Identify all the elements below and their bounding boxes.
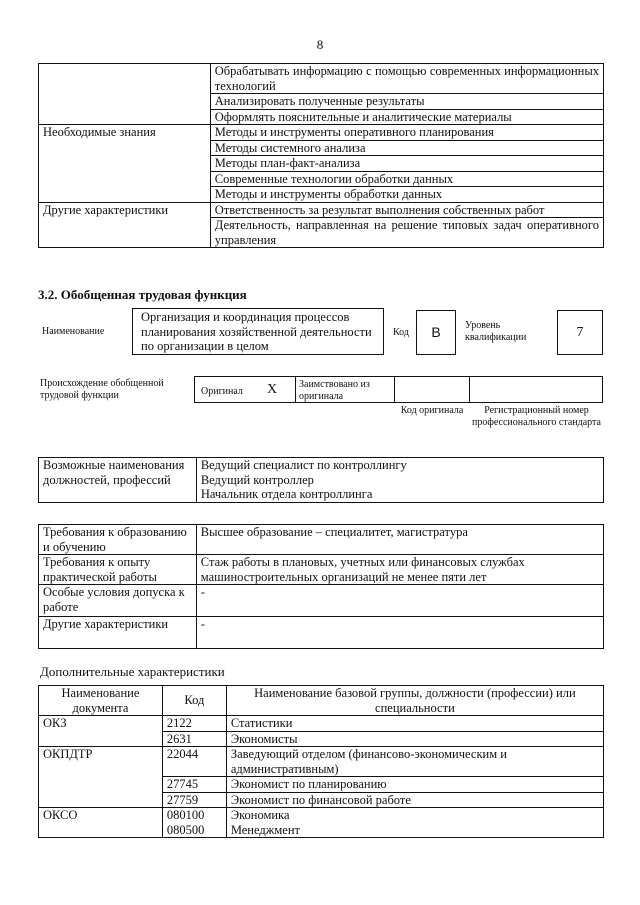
code-cell: 27745: [162, 777, 226, 793]
function-name: Организация и координация процессов планирования хозяйственной деятельности по организации в целом: [141, 310, 372, 353]
req-label: Особые условия допуска к работе: [39, 585, 197, 617]
table-row: [39, 617, 604, 649]
row-value: Обрабатывать информацию с помощью современных информационных технологий: [210, 64, 603, 94]
table-row: [39, 525, 604, 555]
row-value: Деятельность, направленная на решение типовых задач оперативного управления: [210, 218, 603, 248]
row-label: [39, 64, 211, 125]
name-line: Экономика: [230, 808, 290, 822]
original-label: Оригинал: [201, 386, 243, 397]
table-row: [39, 64, 604, 94]
doc-cell: ОКПДТР: [39, 747, 163, 808]
function-name-box: [132, 308, 384, 355]
code-label: Код: [393, 327, 409, 338]
table-row: [39, 458, 604, 503]
row-value: Ответственность за результат выполнения собственных работ: [210, 202, 603, 218]
table-row: [39, 125, 604, 141]
req-label: Требования к опыту практической работы: [39, 555, 197, 585]
table-row: [39, 202, 604, 218]
positions-label: Возможные наименования должностей, профессий: [39, 458, 197, 503]
col-header: Наименование базовой группы, должности (профессии) или специальности: [226, 686, 603, 716]
row-value: Методы и инструменты обработки данных: [210, 187, 603, 203]
name-line: Менеджмент: [230, 822, 300, 837]
positions-values: [196, 458, 603, 503]
code-cell: 22044: [162, 747, 226, 777]
divider: [394, 377, 395, 402]
col-header: Наименование документа: [39, 686, 163, 716]
code-line: 080500: [166, 822, 205, 837]
col-header: Код: [162, 686, 226, 716]
name-cell: Статистики: [226, 716, 603, 732]
code-box: [416, 310, 456, 355]
doc-cell: ОКСО: [39, 808, 163, 838]
row-value: Методы план-факт-анализа: [210, 156, 603, 172]
page-number: 8: [316, 37, 324, 52]
row-label: Необходимые знания: [39, 125, 211, 203]
code-line: 080100: [166, 808, 205, 822]
req-label: Другие характеристики: [39, 617, 197, 649]
section-title: 3.2. Обобщенная трудовая функция: [38, 287, 247, 302]
requirements-table: [38, 524, 604, 649]
level-label: Уровень квалификации: [465, 320, 527, 343]
code-value: B: [431, 324, 441, 340]
origin-boxes: [194, 376, 603, 403]
req-value: Стаж работы в плановых, учетных или финансовых службах машиностроительных организаций не менее пяти лет: [196, 555, 603, 585]
table-row: [39, 808, 604, 838]
name-cell: Экономисты: [226, 731, 603, 747]
divider: [469, 377, 470, 402]
positions-table: [38, 457, 604, 503]
code-cell: 27759: [162, 792, 226, 808]
divider: [295, 377, 296, 402]
table-row: [39, 747, 604, 777]
skills-knowledge-table: [38, 63, 604, 248]
doc-cell: ОКЗ: [39, 716, 163, 747]
name-cell: Экономист по планированию: [226, 777, 603, 793]
table-row: [39, 716, 604, 732]
code-cell: 2122: [162, 716, 226, 732]
row-label: Другие характеристики: [39, 202, 211, 248]
name-label: Наименование: [42, 326, 105, 337]
code-original-caption: Код оригинала: [400, 405, 464, 416]
req-label: Требования к образованию и обучению: [39, 525, 197, 555]
reg-number-caption: Регистрационный номер профессионального стандарта: [472, 405, 601, 428]
table-header-row: [39, 686, 604, 716]
req-value: Высшее образование – специалитет, магистратура: [196, 525, 603, 555]
row-value: Оформлять пояснительные и аналитические материалы: [210, 109, 603, 125]
code-cell: [162, 808, 226, 838]
row-value: Анализировать полученные результаты: [210, 94, 603, 110]
row-value: Методы системного анализа: [210, 140, 603, 156]
row-value: Методы и инструменты оперативного планирования: [210, 125, 603, 141]
name-cell: Экономист по финансовой работе: [226, 792, 603, 808]
table-row: [39, 585, 604, 617]
level-value: 7: [576, 325, 584, 340]
additional-table: [38, 685, 604, 838]
req-value: -: [196, 617, 603, 649]
position-item: Ведущий специалист по контроллингу: [200, 458, 407, 472]
table-row: [39, 555, 604, 585]
req-value: -: [196, 585, 603, 617]
position-item: Начальник отдела контроллинга: [200, 487, 373, 501]
borrowed-label: Заимствовано из оригинала: [299, 379, 370, 402]
name-cell: [226, 808, 603, 838]
row-value: Современные технологии обработки данных: [210, 171, 603, 187]
additional-title: Дополнительные характеристики: [40, 664, 225, 679]
code-cell: 2631: [162, 731, 226, 747]
original-mark: X: [267, 382, 278, 397]
name-cell: Заведующий отделом (финансово-экономическим и административным): [226, 747, 603, 777]
position-item: Ведущий контроллер: [200, 472, 314, 487]
level-box: [557, 310, 603, 355]
origin-label: Происхождение обобщенной трудовой функции: [40, 378, 164, 401]
